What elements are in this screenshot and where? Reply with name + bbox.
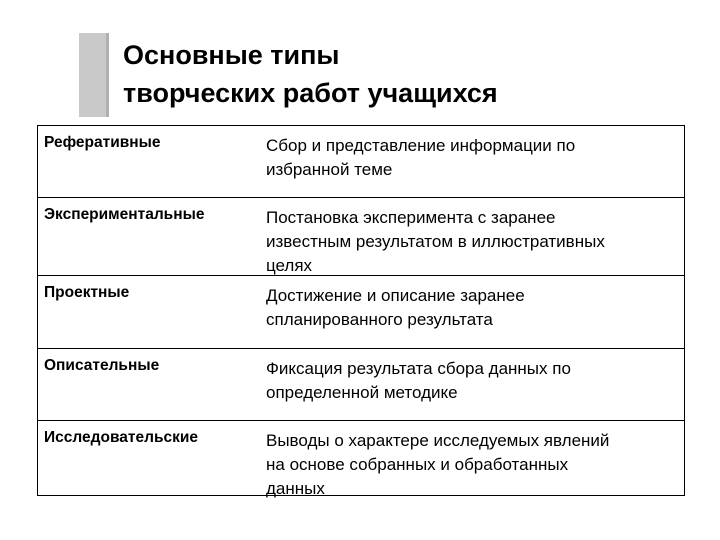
page-title-line-2: творческих работ учащихся bbox=[123, 78, 498, 108]
title-accent-bar bbox=[79, 33, 107, 117]
work-type-label: Реферативные bbox=[44, 134, 161, 151]
page-title-line-1: Основные типы bbox=[123, 40, 340, 70]
work-type-label: Исследовательские bbox=[44, 429, 199, 446]
title-accent-line bbox=[106, 33, 109, 117]
work-type-description: Сбор и представление информации по избранной теме bbox=[266, 136, 576, 179]
work-types-table bbox=[37, 125, 685, 496]
work-type-description: Фиксация результата сбора данных по определенной методике bbox=[266, 359, 571, 402]
page-title bbox=[123, 36, 498, 112]
table-row bbox=[38, 126, 684, 198]
work-type-description: Выводы о характере исследуемых явлений на основе собранных и обработанных данных bbox=[266, 431, 610, 498]
work-type-description: Постановка эксперимента с заранее известным результатом в иллюстративных целях bbox=[266, 208, 605, 275]
table-row bbox=[38, 421, 684, 498]
table-row bbox=[38, 349, 684, 421]
table-row bbox=[38, 276, 684, 349]
work-type-label: Описательные bbox=[44, 357, 160, 374]
work-type-label: Экспериментальные bbox=[44, 206, 205, 223]
work-type-label: Проектные bbox=[44, 284, 130, 301]
work-type-description: Достижение и описание заранее спланированного результата bbox=[266, 286, 525, 329]
table-row bbox=[38, 198, 684, 276]
